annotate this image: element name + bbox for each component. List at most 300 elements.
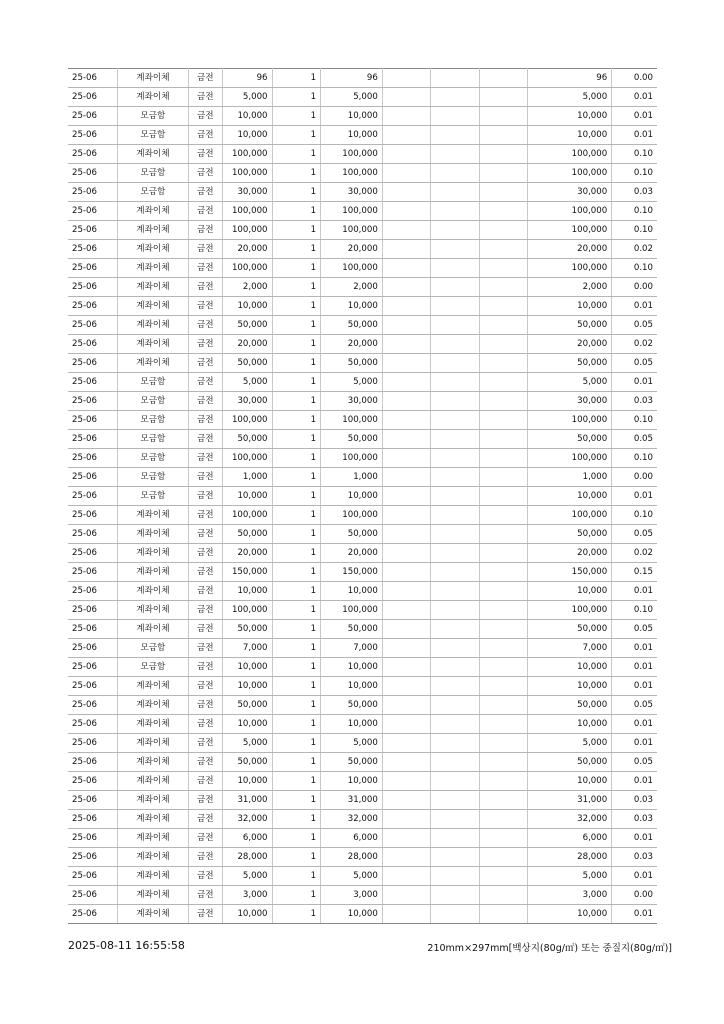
cell-ratio: 0.01: [612, 107, 657, 126]
cell-month: 25-06: [68, 107, 118, 126]
cell-kind: 금전: [188, 221, 222, 240]
cell-kind: 금전: [188, 297, 222, 316]
cell-quantity: 1: [272, 905, 321, 924]
cell-method: 계좌이체: [118, 620, 189, 639]
cell-quantity: 1: [272, 202, 321, 221]
cell-kind: 금전: [188, 810, 222, 829]
cell-blank-2: [431, 240, 480, 259]
cell-quantity: 1: [272, 506, 321, 525]
cell-kind: 금전: [188, 506, 222, 525]
table-row: [68, 373, 657, 392]
cell-month: 25-06: [68, 772, 118, 791]
cell-amount: 50,000: [222, 354, 272, 373]
cell-blank-1: [382, 259, 431, 278]
cell-kind: 금전: [188, 620, 222, 639]
cell-total: 20,000: [321, 240, 383, 259]
cell-method: 계좌이체: [118, 259, 189, 278]
cell-amount: 100,000: [222, 411, 272, 430]
cell-total: 100,000: [321, 449, 383, 468]
cell-month: 25-06: [68, 582, 118, 601]
cell-blank-3: [479, 867, 528, 886]
cell-amount: 10,000: [222, 905, 272, 924]
cell-method: 계좌이체: [118, 791, 189, 810]
cell-blank-3: [479, 620, 528, 639]
table-row: [68, 886, 657, 905]
cell-blank-3: [479, 297, 528, 316]
cell-blank-3: [479, 183, 528, 202]
cell-amount: 50,000: [222, 753, 272, 772]
cell-blank-3: [479, 487, 528, 506]
cell-month: 25-06: [68, 829, 118, 848]
cell-total: 100,000: [321, 411, 383, 430]
cell-ratio: 0.10: [612, 259, 657, 278]
cell-ratio: 0.01: [612, 297, 657, 316]
cell-blank-1: [382, 449, 431, 468]
table-row: [68, 848, 657, 867]
cell-method: 계좌이체: [118, 88, 189, 107]
cell-kind: 금전: [188, 734, 222, 753]
cell-quantity: 1: [272, 430, 321, 449]
cell-sum: 100,000: [528, 145, 612, 164]
cell-ratio: 0.03: [612, 392, 657, 411]
cell-blank-1: [382, 88, 431, 107]
cell-method: 계좌이체: [118, 544, 189, 563]
cell-month: 25-06: [68, 753, 118, 772]
cell-total: 5,000: [321, 734, 383, 753]
cell-blank-3: [479, 373, 528, 392]
cell-sum: 10,000: [528, 107, 612, 126]
cell-month: 25-06: [68, 525, 118, 544]
cell-blank-1: [382, 696, 431, 715]
cell-blank-3: [479, 392, 528, 411]
cell-method: 계좌이체: [118, 525, 189, 544]
table-row: [68, 639, 657, 658]
cell-blank-2: [431, 145, 480, 164]
cell-total: 10,000: [321, 297, 383, 316]
cell-total: 10,000: [321, 487, 383, 506]
cell-blank-2: [431, 696, 480, 715]
cell-method: 계좌이체: [118, 715, 189, 734]
cell-total: 100,000: [321, 145, 383, 164]
cell-amount: 50,000: [222, 316, 272, 335]
cell-kind: 금전: [188, 202, 222, 221]
cell-method: 모금함: [118, 411, 189, 430]
cell-month: 25-06: [68, 544, 118, 563]
cell-sum: 10,000: [528, 126, 612, 145]
cell-blank-2: [431, 829, 480, 848]
table-row: [68, 468, 657, 487]
cell-kind: 금전: [188, 715, 222, 734]
table-row: [68, 677, 657, 696]
cell-blank-1: [382, 905, 431, 924]
cell-ratio: 0.00: [612, 278, 657, 297]
table-row: [68, 145, 657, 164]
cell-amount: 10,000: [222, 658, 272, 677]
cell-month: 25-06: [68, 259, 118, 278]
cell-amount: 100,000: [222, 164, 272, 183]
cell-ratio: 0.01: [612, 829, 657, 848]
cell-blank-1: [382, 525, 431, 544]
cell-ratio: 0.02: [612, 335, 657, 354]
cell-kind: 금전: [188, 867, 222, 886]
cell-ratio: 0.05: [612, 525, 657, 544]
cell-amount: 10,000: [222, 582, 272, 601]
cell-method: 계좌이체: [118, 772, 189, 791]
cell-ratio: 0.03: [612, 848, 657, 867]
cell-kind: 금전: [188, 373, 222, 392]
table-row: [68, 658, 657, 677]
cell-ratio: 0.10: [612, 601, 657, 620]
table-row: [68, 829, 657, 848]
table-row: [68, 430, 657, 449]
cell-amount: 7,000: [222, 639, 272, 658]
cell-sum: 3,000: [528, 886, 612, 905]
cell-quantity: 1: [272, 696, 321, 715]
cell-sum: 10,000: [528, 487, 612, 506]
cell-method: 계좌이체: [118, 316, 189, 335]
cell-amount: 10,000: [222, 772, 272, 791]
paper-spec-note: 210mm×297mm[백상지(80g/㎡) 또는 중질지(80g/㎡)]: [427, 943, 672, 954]
cell-sum: 1,000: [528, 468, 612, 487]
cell-kind: 금전: [188, 772, 222, 791]
cell-month: 25-06: [68, 677, 118, 696]
cell-sum: 150,000: [528, 563, 612, 582]
cell-total: 96: [321, 69, 383, 88]
cell-month: 25-06: [68, 411, 118, 430]
cell-month: 25-06: [68, 392, 118, 411]
cell-blank-1: [382, 107, 431, 126]
cell-ratio: 0.15: [612, 563, 657, 582]
cell-amount: 6,000: [222, 829, 272, 848]
cell-kind: 금전: [188, 278, 222, 297]
cell-total: 10,000: [321, 126, 383, 145]
cell-blank-3: [479, 335, 528, 354]
cell-blank-2: [431, 582, 480, 601]
cell-method: 계좌이체: [118, 240, 189, 259]
cell-total: 100,000: [321, 164, 383, 183]
cell-blank-1: [382, 677, 431, 696]
cell-kind: 금전: [188, 677, 222, 696]
cell-blank-2: [431, 867, 480, 886]
cell-total: 5,000: [321, 88, 383, 107]
cell-total: 100,000: [321, 202, 383, 221]
cell-amount: 5,000: [222, 867, 272, 886]
cell-quantity: 1: [272, 449, 321, 468]
cell-blank-1: [382, 734, 431, 753]
cell-amount: 1,000: [222, 468, 272, 487]
cell-ratio: 0.10: [612, 411, 657, 430]
cell-sum: 100,000: [528, 202, 612, 221]
cell-blank-2: [431, 715, 480, 734]
cell-blank-2: [431, 373, 480, 392]
cell-blank-2: [431, 278, 480, 297]
cell-total: 150,000: [321, 563, 383, 582]
cell-sum: 100,000: [528, 164, 612, 183]
cell-amount: 150,000: [222, 563, 272, 582]
table-row: [68, 715, 657, 734]
cell-blank-1: [382, 848, 431, 867]
table-row: [68, 411, 657, 430]
cell-method: 계좌이체: [118, 829, 189, 848]
table-row: [68, 563, 657, 582]
cell-total: 100,000: [321, 259, 383, 278]
cell-amount: 100,000: [222, 145, 272, 164]
cell-method: 계좌이체: [118, 696, 189, 715]
table-row: [68, 202, 657, 221]
cell-sum: 30,000: [528, 392, 612, 411]
cell-amount: 50,000: [222, 525, 272, 544]
cell-method: 계좌이체: [118, 582, 189, 601]
cell-quantity: 1: [272, 392, 321, 411]
cell-method: 모금함: [118, 126, 189, 145]
cell-total: 5,000: [321, 373, 383, 392]
cell-kind: 금전: [188, 392, 222, 411]
cell-total: 10,000: [321, 582, 383, 601]
cell-ratio: 0.05: [612, 316, 657, 335]
cell-kind: 금전: [188, 563, 222, 582]
cell-blank-1: [382, 791, 431, 810]
cell-quantity: 1: [272, 772, 321, 791]
cell-quantity: 1: [272, 810, 321, 829]
cell-quantity: 1: [272, 259, 321, 278]
cell-total: 50,000: [321, 354, 383, 373]
cell-method: 모금함: [118, 164, 189, 183]
cell-sum: 100,000: [528, 259, 612, 278]
cell-blank-2: [431, 183, 480, 202]
table-row: [68, 221, 657, 240]
cell-sum: 50,000: [528, 525, 612, 544]
cell-method: 계좌이체: [118, 297, 189, 316]
cell-total: 5,000: [321, 867, 383, 886]
cell-kind: 금전: [188, 658, 222, 677]
cell-sum: 10,000: [528, 905, 612, 924]
cell-total: 30,000: [321, 183, 383, 202]
cell-quantity: 1: [272, 791, 321, 810]
cell-blank-2: [431, 202, 480, 221]
cell-blank-2: [431, 848, 480, 867]
cell-amount: 100,000: [222, 259, 272, 278]
cell-method: 계좌이체: [118, 905, 189, 924]
cell-amount: 50,000: [222, 696, 272, 715]
cell-blank-3: [479, 316, 528, 335]
table-row: [68, 506, 657, 525]
cell-month: 25-06: [68, 886, 118, 905]
cell-sum: 100,000: [528, 221, 612, 240]
cell-kind: 금전: [188, 449, 222, 468]
cell-blank-3: [479, 525, 528, 544]
table-row: [68, 734, 657, 753]
cell-sum: 2,000: [528, 278, 612, 297]
cell-amount: 20,000: [222, 544, 272, 563]
cell-kind: 금전: [188, 88, 222, 107]
cell-total: 10,000: [321, 715, 383, 734]
table-row: [68, 620, 657, 639]
cell-method: 모금함: [118, 487, 189, 506]
cell-quantity: 1: [272, 677, 321, 696]
cell-ratio: 0.10: [612, 221, 657, 240]
cell-blank-1: [382, 411, 431, 430]
cell-quantity: 1: [272, 354, 321, 373]
cell-blank-3: [479, 221, 528, 240]
cell-kind: 금전: [188, 107, 222, 126]
cell-kind: 금전: [188, 430, 222, 449]
cell-blank-3: [479, 202, 528, 221]
table-row: [68, 772, 657, 791]
cell-amount: 100,000: [222, 449, 272, 468]
cell-ratio: 0.01: [612, 658, 657, 677]
table-row: [68, 905, 657, 924]
cell-sum: 50,000: [528, 696, 612, 715]
cell-quantity: 1: [272, 563, 321, 582]
cell-blank-3: [479, 259, 528, 278]
cell-blank-1: [382, 563, 431, 582]
cell-total: 50,000: [321, 525, 383, 544]
cell-total: 50,000: [321, 430, 383, 449]
cell-method: 계좌이체: [118, 354, 189, 373]
cell-blank-2: [431, 354, 480, 373]
cell-blank-3: [479, 810, 528, 829]
cell-total: 50,000: [321, 620, 383, 639]
cell-blank-2: [431, 430, 480, 449]
cell-blank-2: [431, 753, 480, 772]
table-row: [68, 259, 657, 278]
cell-kind: 금전: [188, 145, 222, 164]
cell-blank-1: [382, 278, 431, 297]
cell-total: 3,000: [321, 886, 383, 905]
cell-blank-1: [382, 202, 431, 221]
cell-month: 25-06: [68, 905, 118, 924]
cell-quantity: 1: [272, 316, 321, 335]
cell-method: 계좌이체: [118, 886, 189, 905]
cell-quantity: 1: [272, 582, 321, 601]
cell-sum: 20,000: [528, 544, 612, 563]
cell-blank-3: [479, 354, 528, 373]
cell-ratio: 0.10: [612, 164, 657, 183]
cell-blank-3: [479, 677, 528, 696]
cell-amount: 5,000: [222, 373, 272, 392]
cell-blank-1: [382, 487, 431, 506]
cell-ratio: 0.02: [612, 240, 657, 259]
cell-month: 25-06: [68, 354, 118, 373]
cell-method: 모금함: [118, 183, 189, 202]
cell-method: 모금함: [118, 449, 189, 468]
cell-sum: 10,000: [528, 772, 612, 791]
cell-blank-1: [382, 829, 431, 848]
cell-total: 32,000: [321, 810, 383, 829]
cell-blank-1: [382, 544, 431, 563]
table-row: [68, 69, 657, 88]
cell-blank-2: [431, 335, 480, 354]
cell-method: 계좌이체: [118, 69, 189, 88]
cell-blank-1: [382, 753, 431, 772]
cell-quantity: 1: [272, 335, 321, 354]
cell-method: 계좌이체: [118, 810, 189, 829]
ledger-body: [68, 69, 657, 924]
cell-ratio: 0.01: [612, 487, 657, 506]
cell-month: 25-06: [68, 278, 118, 297]
cell-kind: 금전: [188, 601, 222, 620]
cell-amount: 28,000: [222, 848, 272, 867]
cell-sum: 31,000: [528, 791, 612, 810]
cell-blank-1: [382, 639, 431, 658]
cell-blank-3: [479, 88, 528, 107]
cell-method: 계좌이체: [118, 601, 189, 620]
cell-month: 25-06: [68, 373, 118, 392]
cell-month: 25-06: [68, 126, 118, 145]
table-row: [68, 544, 657, 563]
cell-kind: 금전: [188, 240, 222, 259]
cell-total: 50,000: [321, 696, 383, 715]
table-row: [68, 278, 657, 297]
table-row: [68, 88, 657, 107]
cell-blank-1: [382, 316, 431, 335]
cell-quantity: 1: [272, 164, 321, 183]
cell-sum: 100,000: [528, 411, 612, 430]
cell-ratio: 0.10: [612, 506, 657, 525]
cell-total: 2,000: [321, 278, 383, 297]
cell-blank-3: [479, 696, 528, 715]
cell-ratio: 0.01: [612, 582, 657, 601]
cell-amount: 100,000: [222, 506, 272, 525]
cell-sum: 100,000: [528, 506, 612, 525]
cell-blank-3: [479, 430, 528, 449]
cell-month: 25-06: [68, 639, 118, 658]
cell-blank-3: [479, 753, 528, 772]
cell-sum: 20,000: [528, 335, 612, 354]
table-row: [68, 810, 657, 829]
cell-ratio: 0.01: [612, 639, 657, 658]
cell-total: 50,000: [321, 316, 383, 335]
cell-ratio: 0.02: [612, 544, 657, 563]
cell-quantity: 1: [272, 715, 321, 734]
cell-method: 계좌이체: [118, 278, 189, 297]
cell-month: 25-06: [68, 430, 118, 449]
cell-total: 20,000: [321, 544, 383, 563]
table-row: [68, 449, 657, 468]
cell-quantity: 1: [272, 487, 321, 506]
cell-sum: 32,000: [528, 810, 612, 829]
table-row: [68, 487, 657, 506]
cell-blank-2: [431, 677, 480, 696]
cell-quantity: 1: [272, 848, 321, 867]
cell-amount: 100,000: [222, 221, 272, 240]
cell-blank-3: [479, 69, 528, 88]
cell-kind: 금전: [188, 582, 222, 601]
cell-blank-3: [479, 886, 528, 905]
cell-blank-3: [479, 145, 528, 164]
cell-method: 계좌이체: [118, 335, 189, 354]
cell-ratio: 0.01: [612, 677, 657, 696]
cell-method: 모금함: [118, 373, 189, 392]
table-row: [68, 335, 657, 354]
cell-total: 10,000: [321, 107, 383, 126]
cell-blank-2: [431, 506, 480, 525]
cell-kind: 금전: [188, 335, 222, 354]
cell-total: 10,000: [321, 772, 383, 791]
cell-kind: 금전: [188, 487, 222, 506]
cell-sum: 50,000: [528, 620, 612, 639]
cell-method: 계좌이체: [118, 202, 189, 221]
cell-sum: 10,000: [528, 297, 612, 316]
cell-blank-1: [382, 392, 431, 411]
cell-blank-2: [431, 734, 480, 753]
cell-amount: 30,000: [222, 183, 272, 202]
cell-blank-3: [479, 563, 528, 582]
cell-blank-1: [382, 69, 431, 88]
cell-month: 25-06: [68, 696, 118, 715]
cell-blank-1: [382, 126, 431, 145]
cell-quantity: 1: [272, 145, 321, 164]
